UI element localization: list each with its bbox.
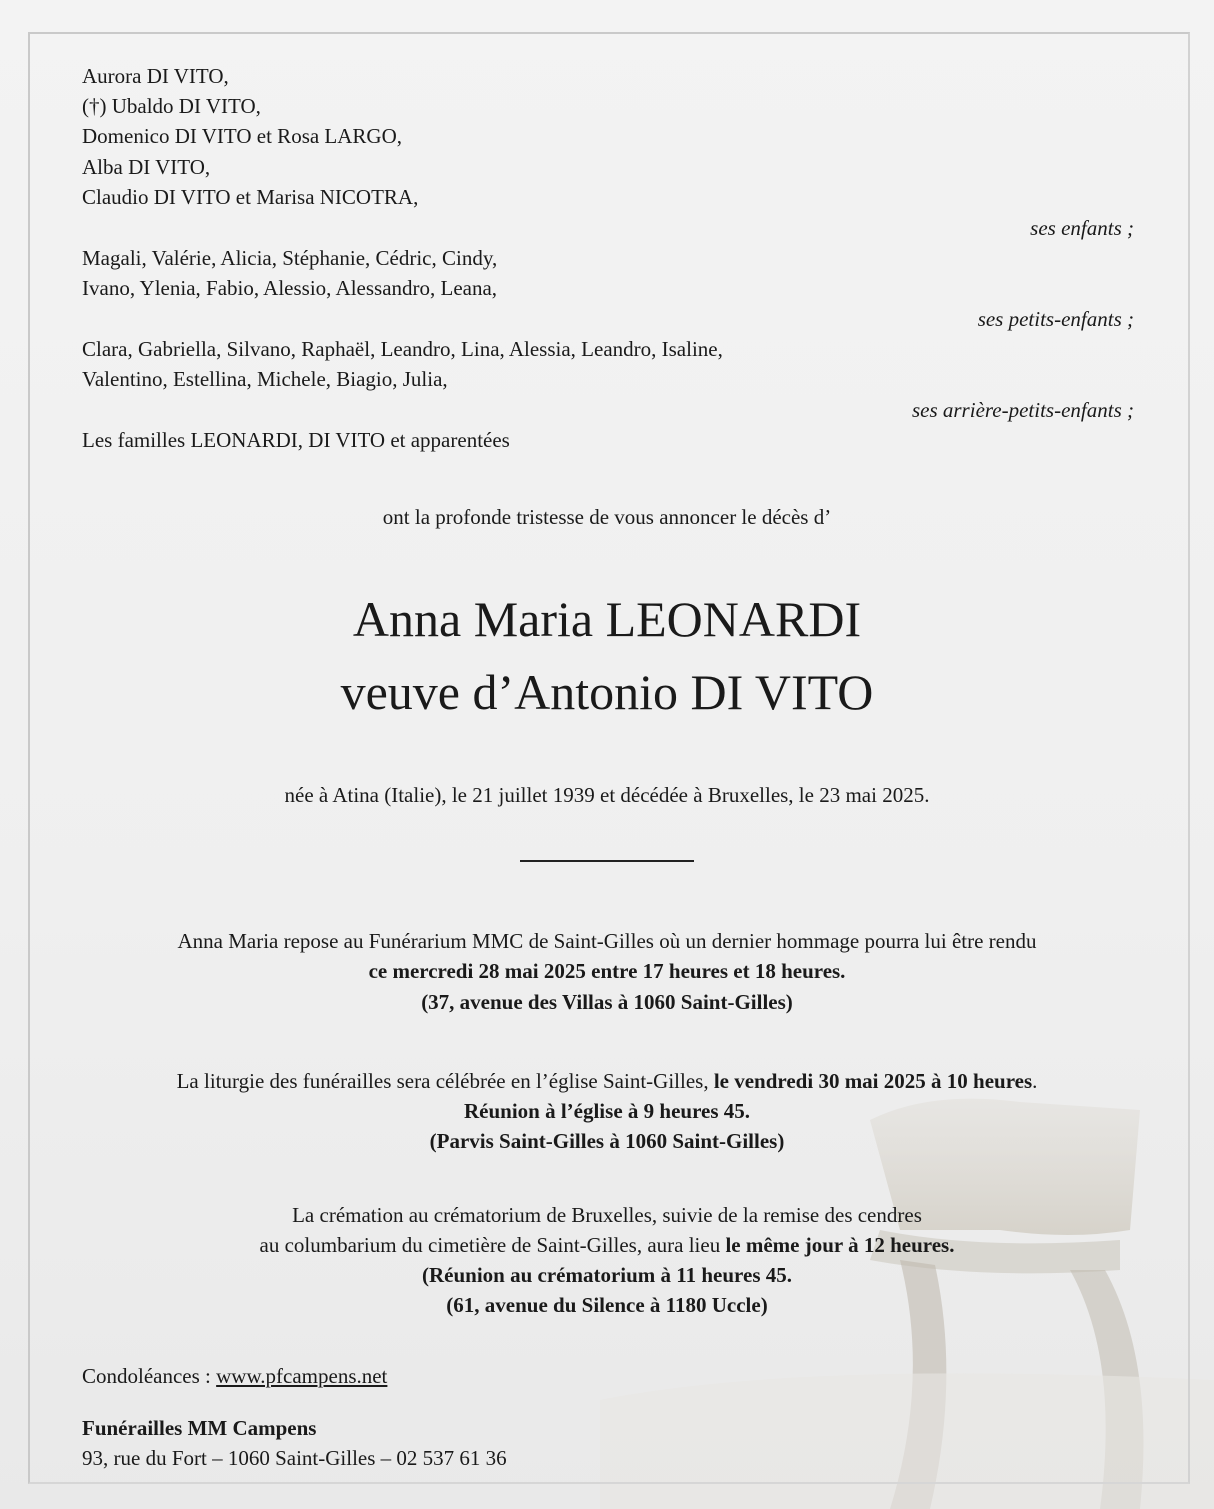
- cremation-line-3: (Réunion au crématorium à 11 heures 45.: [421, 1263, 792, 1287]
- great-grandchildren-line-2: Valentino, Estellina, Michele, Biagio, Julia,: [82, 367, 448, 391]
- grandchildren-label: ses petits-enfants ;: [977, 307, 1134, 331]
- birth-death-dates: née à Atina (Italie), le 21 juillet 1939 et décédée à Bruxelles, le 23 mai 2025.: [284, 783, 930, 807]
- liturgy-line-1-text: La liturgie des funérailles sera célébrée en l’église Saint-Gilles,: [176, 1069, 714, 1093]
- grandchildren-line-1: Magali, Valérie, Alicia, Stéphanie, Cédric, Cindy,: [82, 246, 498, 270]
- funeral-home-name: Funérailles MM Campens: [82, 1416, 317, 1440]
- separator-line: [520, 860, 694, 862]
- family-line-1: Aurora DI VITO,: [82, 64, 229, 88]
- viewing-line-2: ce mercredi 28 mai 2025 entre 17 heures et 18 heures.: [368, 959, 846, 983]
- cremation-date: le même jour à 12 heures.: [725, 1233, 955, 1257]
- liturgy-date: le vendredi 30 mai 2025 à 10 heures: [713, 1069, 1033, 1093]
- family-line-2: (†) Ubaldo DI VITO,: [82, 94, 261, 118]
- cremation-line-2-text: au columbarium du cimetière de Saint-Gilles, aura lieu: [259, 1233, 726, 1257]
- liturgy-line-1: [0, 1066, 1214, 1096]
- condolences-link[interactable]: www.pfcampens.net: [216, 1364, 388, 1388]
- family-line-5: Claudio DI VITO et Marisa NICOTRA,: [82, 185, 419, 209]
- grandchildren-line-2: Ivano, Ylenia, Fabio, Alessio, Alessandro, Leana,: [82, 276, 498, 300]
- great-grandchildren-line-1: Clara, Gabriella, Silvano, Raphaël, Leandro, Lina, Alessia, Leandro, Isaline,: [82, 337, 723, 361]
- liturgy-line-3: (Parvis Saint-Gilles à 1060 Saint-Gilles): [429, 1129, 785, 1153]
- condolences-label: Condoléances :: [82, 1364, 217, 1388]
- family-line-4: Alba DI VITO,: [82, 155, 211, 179]
- viewing-line-3: (37, avenue des Villas à 1060 Saint-Gilles): [421, 990, 793, 1014]
- condolences-line: [82, 1361, 387, 1391]
- deceased-subtitle: veuve d’Antonio DI VITO: [340, 664, 874, 720]
- families-line: Les familles LEONARDI, DI VITO et apparentées: [82, 428, 510, 452]
- family-line-3: Domenico DI VITO et Rosa LARGO,: [82, 124, 403, 148]
- liturgy-line-2: Réunion à l’église à 9 heures 45.: [463, 1099, 751, 1123]
- viewing-line-1: Anna Maria repose au Funérarium MMC de Saint-Gilles où un dernier hommage pourra lui être rendu: [177, 929, 1037, 953]
- cremation-line-2: [0, 1230, 1214, 1260]
- cremation-line-4: (61, avenue du Silence à 1180 Uccle): [446, 1293, 768, 1317]
- liturgy-line-1-end: .: [1032, 1069, 1038, 1093]
- great-grandchildren-label: ses arrière-petits-enfants ;: [911, 398, 1134, 422]
- deceased-name: Anna Maria LEONARDI: [352, 591, 862, 647]
- announcement: ont la profonde tristesse de vous annoncer le décès d’: [382, 505, 832, 529]
- cremation-line-1: La crémation au crématorium de Bruxelles, suivie de la remise des cendres: [292, 1203, 922, 1227]
- funeral-home-address: 93, rue du Fort – 1060 Saint-Gilles – 02 537 61 36: [82, 1446, 507, 1470]
- children-label: ses enfants ;: [1030, 216, 1134, 240]
